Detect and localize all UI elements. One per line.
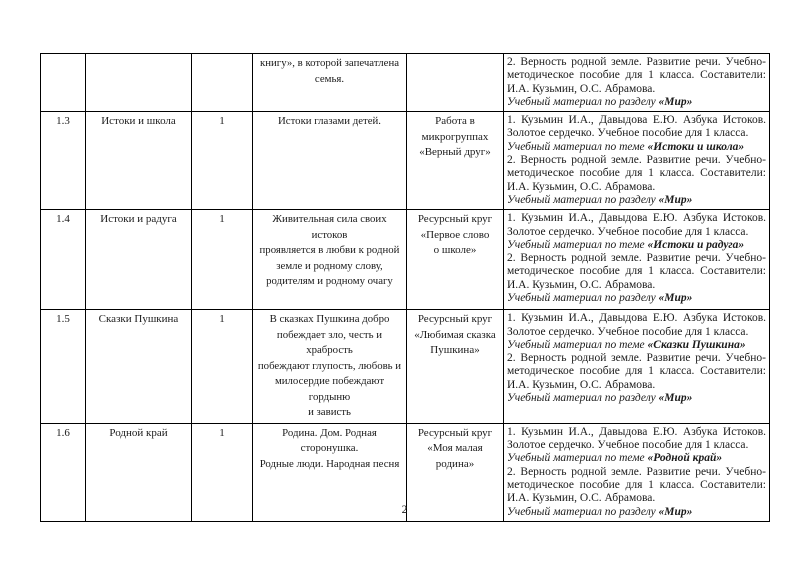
- table-row-1-5: [41, 310, 770, 424]
- material-theme-name: «Родной край»: [647, 452, 723, 465]
- material-section-line: [507, 292, 766, 305]
- cell-activity: Ресурсный круг «Любимая сказка Пушкина»: [407, 310, 504, 424]
- table-row-1-4: [41, 210, 770, 310]
- cell-number: 1.5: [41, 310, 86, 424]
- material-item-1: 1. Кузьмин И.А., Давыдова Е.Ю. Азбука Истоков. Золотое сердечко. Учебное пособие для 1 класса.: [507, 114, 766, 140]
- material-section-label: Учебный материал по разделу: [507, 95, 659, 108]
- material-theme-line: [507, 141, 766, 154]
- material-section-label: Учебный материал по разделу: [507, 505, 659, 518]
- material-item-1: 1. Кузьмин И.А., Давыдова Е.Ю. Азбука Истоков. Золотое сердечко. Учебное пособие для 1 класса.: [507, 312, 766, 338]
- material-section-line: [507, 194, 766, 207]
- table-row-1-3: [41, 112, 770, 210]
- cell-activity: Ресурсный круг «Моя малая родина»: [407, 423, 504, 521]
- cell-activity: [407, 54, 504, 112]
- material-theme-line: [507, 452, 766, 465]
- material-section-name: «Мир»: [658, 95, 693, 108]
- material-section-label: Учебный материал по разделу: [507, 193, 659, 206]
- table-row-continuation: [41, 54, 770, 112]
- material-item-2: 2. Верность родной земле. Развитие речи. Учебно-методическое пособие для 1 класса. Составители: И.А. Кузьмин, О.С. Абрамова.: [507, 352, 766, 391]
- material-theme-label: Учебный материал по теме: [507, 140, 648, 153]
- cell-number: 1.4: [41, 210, 86, 310]
- material-section-name: «Мир»: [658, 292, 693, 305]
- cell-content: В сказках Пушкина добро побеждает зло, честь и храбрость побеждают глупость, любовь и милосердие побеждают гордыню и зависть: [253, 310, 407, 424]
- cell-materials: [504, 54, 770, 112]
- cell-topic: [86, 54, 192, 112]
- material-theme-name: «Сказки Пушкина»: [647, 338, 746, 351]
- material-theme-line: [507, 339, 766, 352]
- material-item-1: 1. Кузьмин И.А., Давыдова Е.Ю. Азбука Истоков. Золотое сердечко. Учебное пособие для 1 класса.: [507, 425, 766, 452]
- material-theme-line: [507, 239, 766, 252]
- material-section-line: [507, 392, 766, 405]
- cell-hours: 1: [192, 112, 253, 210]
- cell-materials: [504, 210, 770, 310]
- material-theme-name: «Истоки и школа»: [647, 140, 745, 153]
- cell-content: Родина. Дом. Родная сторонушка. Родные люди. Народная песня: [253, 423, 407, 521]
- cell-hours: 1: [192, 310, 253, 424]
- cell-topic: Истоки и школа: [86, 112, 192, 210]
- material-section-line: [507, 96, 766, 109]
- material-section-label: Учебный материал по разделу: [507, 392, 659, 405]
- cell-materials: [504, 310, 770, 424]
- cell-materials: [504, 112, 770, 210]
- cell-topic: Истоки и радуга: [86, 210, 192, 310]
- cell-hours: [192, 54, 253, 112]
- cell-content: Живительная сила своих истоков проявляется в любви к родной земле и родному слову, родителям и родному очагу: [253, 210, 407, 310]
- material-theme-label: Учебный материал по теме: [507, 338, 648, 351]
- material-section-name: «Мир»: [658, 505, 693, 518]
- material-item-2: 2. Верность родной земле. Развитие речи. Учебно-методическое пособие для 1 класса. Составители: И.А. Кузьмин, О.С. Абрамова.: [507, 56, 766, 95]
- material-item-2: 2. Верность родной земле. Развитие речи. Учебно-методическое пособие для 1 класса. Составители: И.А. Кузьмин, О.С. Абрамова.: [507, 252, 766, 291]
- cell-hours: 1: [192, 423, 253, 521]
- cell-number: 1.3: [41, 112, 86, 210]
- material-theme-label: Учебный материал по теме: [507, 238, 648, 251]
- cell-hours: 1: [192, 210, 253, 310]
- cell-number: 1.6: [41, 423, 86, 521]
- material-item-1: 1. Кузьмин И.А., Давыдова Е.Ю. Азбука Истоков. Золотое сердечко. Учебное пособие для 1 класса.: [507, 212, 766, 238]
- cell-topic: Сказки Пушкина: [86, 310, 192, 424]
- cell-number: [41, 54, 86, 112]
- material-item-2: 2. Верность родной земле. Развитие речи. Учебно-методическое пособие для 1 класса. Составители: И.А. Кузьмин, О.С. Абрамова.: [507, 465, 766, 505]
- page-number: 2: [401, 504, 408, 516]
- cell-activity: Работа в микрогруппах «Верный друг»: [407, 112, 504, 210]
- curriculum-table: [40, 53, 770, 522]
- material-theme-name: «Истоки и радуга»: [647, 238, 745, 251]
- cell-activity: Ресурсный круг «Первое слово о школе»: [407, 210, 504, 310]
- material-item-2: 2. Верность родной земле. Развитие речи. Учебно-методическое пособие для 1 класса. Составители: И.А. Кузьмин, О.С. Абрамова.: [507, 154, 766, 193]
- cell-content: Истоки глазами детей.: [253, 112, 407, 210]
- material-theme-label: Учебный материал по теме: [507, 452, 648, 465]
- cell-content: книгу», в которой запечатлена семья.: [253, 54, 407, 112]
- material-section-name: «Мир»: [658, 392, 693, 405]
- material-section-name: «Мир»: [658, 193, 693, 206]
- cell-topic: Родной край: [86, 423, 192, 521]
- material-section-label: Учебный материал по разделу: [507, 292, 659, 305]
